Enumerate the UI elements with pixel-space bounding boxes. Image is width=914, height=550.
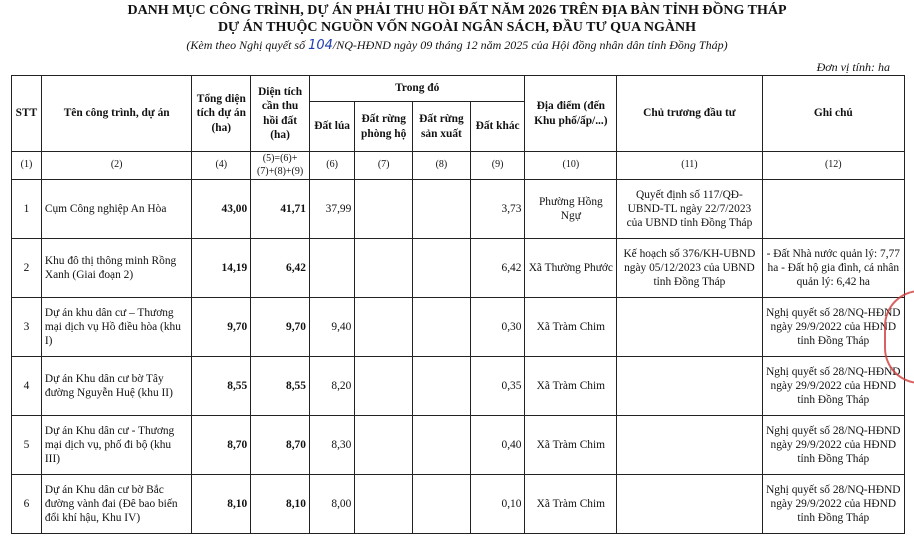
cell-stt: 2 — [12, 239, 42, 298]
cell-location: Xã Thường Phước — [525, 239, 617, 298]
header-note: Ghi chú — [762, 76, 904, 152]
cell-khac: 0,35 — [470, 357, 525, 416]
index-cell: (5)=(6)+(7)+(8)+(9) — [251, 152, 310, 180]
cell-name: Khu đô thị thông minh Rồng Xanh (Giai đoạn 2) — [41, 239, 192, 298]
cell-rung-ph — [355, 475, 413, 534]
unit-label: Đơn vị tính: ha — [816, 60, 890, 74]
cell-name: Dự án Khu dân cư - Thương mại dịch vụ, phố đi bộ (khu III) — [41, 416, 192, 475]
cell-rung-ph — [355, 298, 413, 357]
cell-lua: 9,40 — [309, 298, 354, 357]
cell-location: Xã Tràm Chim — [525, 298, 617, 357]
cell-note: Nghị quyết số 28/NQ-HĐND ngày 29/9/2022 của HĐND tỉnh Đồng Tháp — [762, 357, 904, 416]
cell-total: 8,10 — [192, 475, 251, 534]
cell-name: Dự án Khu dân cư bờ Tây đường Nguyễn Huệ (khu II) — [41, 357, 192, 416]
cell-lua — [309, 239, 354, 298]
cell-location: Phường Hồng Ngự — [525, 180, 617, 239]
cell-stt: 1 — [12, 180, 42, 239]
header-location: Địa điểm (đến Khu phố/ấp/...) — [525, 76, 617, 152]
cell-note — [762, 180, 904, 239]
cell-total: 9,70 — [192, 298, 251, 357]
index-row — [12, 152, 905, 180]
cell-policy — [617, 475, 762, 534]
cell-recover: 6,42 — [251, 239, 310, 298]
index-cell: (11) — [617, 152, 762, 180]
cell-recover: 41,71 — [251, 180, 310, 239]
cell-rung-sx — [413, 180, 471, 239]
header-total-area: Tổng diện tích dự án (ha) — [192, 76, 251, 152]
cell-rung-ph — [355, 357, 413, 416]
cell-note: Nghị quyết số 28/NQ-HĐND ngày 29/9/2022 của HĐND tỉnh Đồng Tháp — [762, 298, 904, 357]
index-cell: (6) — [309, 152, 354, 180]
resolution-reference — [0, 38, 914, 53]
index-cell: (7) — [355, 152, 413, 180]
header-group: Trong đó — [309, 76, 525, 102]
table-row — [12, 298, 905, 357]
cell-khac: 6,42 — [470, 239, 525, 298]
index-cell: (8) — [413, 152, 471, 180]
table-row — [12, 416, 905, 475]
cell-rung-sx — [413, 357, 471, 416]
cell-lua: 8,30 — [309, 416, 354, 475]
cell-policy: Kế hoạch số 376/KH-UBND ngày 05/12/2023 của UBND tỉnh Đồng Tháp — [617, 239, 762, 298]
cell-total: 14,19 — [192, 239, 251, 298]
cell-lua: 8,20 — [309, 357, 354, 416]
cell-policy — [617, 357, 762, 416]
cell-rung-sx — [413, 298, 471, 357]
header-rung-phong-ho: Đất rừng phòng hộ — [355, 102, 413, 152]
cell-location: Xã Tràm Chim — [525, 475, 617, 534]
resolution-number: 104 — [308, 38, 333, 53]
cell-name: Cụm Công nghiệp An Hòa — [41, 180, 192, 239]
cell-lua: 8,00 — [309, 475, 354, 534]
cell-total: 8,70 — [192, 416, 251, 475]
index-cell: (12) — [762, 152, 904, 180]
cell-location: Xã Tràm Chim — [525, 357, 617, 416]
cell-rung-ph — [355, 239, 413, 298]
cell-policy: Quyết định số 117/QĐ-UBND-TL ngày 22/7/2023 của UBND tỉnh Đồng Tháp — [617, 180, 762, 239]
cell-total: 43,00 — [192, 180, 251, 239]
index-cell: (4) — [192, 152, 251, 180]
table-row — [12, 239, 905, 298]
cell-note: Nghị quyết số 28/NQ-HĐND ngày 29/9/2022 của HĐND tỉnh Đồng Tháp — [762, 416, 904, 475]
resolution-suffix: /NQ-HĐND ngày 09 tháng 12 năm 2025 của Hội đồng nhân dân tỉnh Đồng Tháp) — [332, 38, 728, 52]
cell-policy — [617, 416, 762, 475]
cell-khac: 3,73 — [470, 180, 525, 239]
cell-rung-ph — [355, 180, 413, 239]
cell-recover: 8,10 — [251, 475, 310, 534]
header-lua: Đất lúa — [309, 102, 354, 152]
cell-rung-sx — [413, 475, 471, 534]
header-recover-area: Diện tích cần thu hồi đất (ha) — [251, 76, 310, 152]
table-row — [12, 357, 905, 416]
cell-name: Dự án Khu dân cư bờ Bắc đường vành đai (Đê bao biến đổi khí hậu, Khu IV) — [41, 475, 192, 534]
table-row — [12, 180, 905, 239]
cell-location: Xã Tràm Chim — [525, 416, 617, 475]
cell-note: Nghị quyết số 28/NQ-HĐND ngày 29/9/2022 của HĐND tỉnh Đồng Tháp — [762, 475, 904, 534]
index-cell: (9) — [470, 152, 525, 180]
cell-lua: 37,99 — [309, 180, 354, 239]
land-recovery-table — [11, 75, 905, 534]
table-row — [12, 475, 905, 534]
cell-stt: 5 — [12, 416, 42, 475]
cell-name: Dự án khu dân cư – Thương mại dịch vụ Hồ điều hòa (khu I) — [41, 298, 192, 357]
cell-rung-ph — [355, 416, 413, 475]
header-policy: Chủ trương đầu tư — [617, 76, 762, 152]
index-cell: (2) — [41, 152, 192, 180]
cell-khac: 0,10 — [470, 475, 525, 534]
cell-stt: 6 — [12, 475, 42, 534]
cell-note: - Đất Nhà nước quản lý: 7,77 ha - Đất hộ gia đình, cá nhân quản lý: 6,42 ha — [762, 239, 904, 298]
cell-stt: 3 — [12, 298, 42, 357]
header-stt: STT — [12, 76, 42, 152]
header-name: Tên công trình, dự án — [41, 76, 192, 152]
index-cell: (10) — [525, 152, 617, 180]
cell-policy — [617, 298, 762, 357]
cell-recover: 8,70 — [251, 416, 310, 475]
document-subtitle: DỰ ÁN THUỘC NGUỒN VỐN NGOÀI NGÂN SÁCH, ĐẦU TƯ QUA NGÀNH — [217, 20, 697, 35]
header-rung-san-xuat: Đất rừng sản xuất — [413, 102, 471, 152]
cell-recover: 9,70 — [251, 298, 310, 357]
cell-recover: 8,55 — [251, 357, 310, 416]
cell-khac: 0,30 — [470, 298, 525, 357]
header-khac: Đất khác — [470, 102, 525, 152]
cell-rung-sx — [413, 416, 471, 475]
cell-stt: 4 — [12, 357, 42, 416]
cell-rung-sx — [413, 239, 471, 298]
cell-total: 8,55 — [192, 357, 251, 416]
document-title: DANH MỤC CÔNG TRÌNH, DỰ ÁN PHẢI THU HỒI ĐẤT NĂM 2026 TRÊN ĐỊA BÀN TỈNH ĐỒNG THÁP — [127, 3, 787, 18]
index-cell: (1) — [12, 152, 42, 180]
resolution-prefix: (Kèm theo Nghị quyết số — [186, 38, 306, 52]
cell-khac: 0,40 — [470, 416, 525, 475]
